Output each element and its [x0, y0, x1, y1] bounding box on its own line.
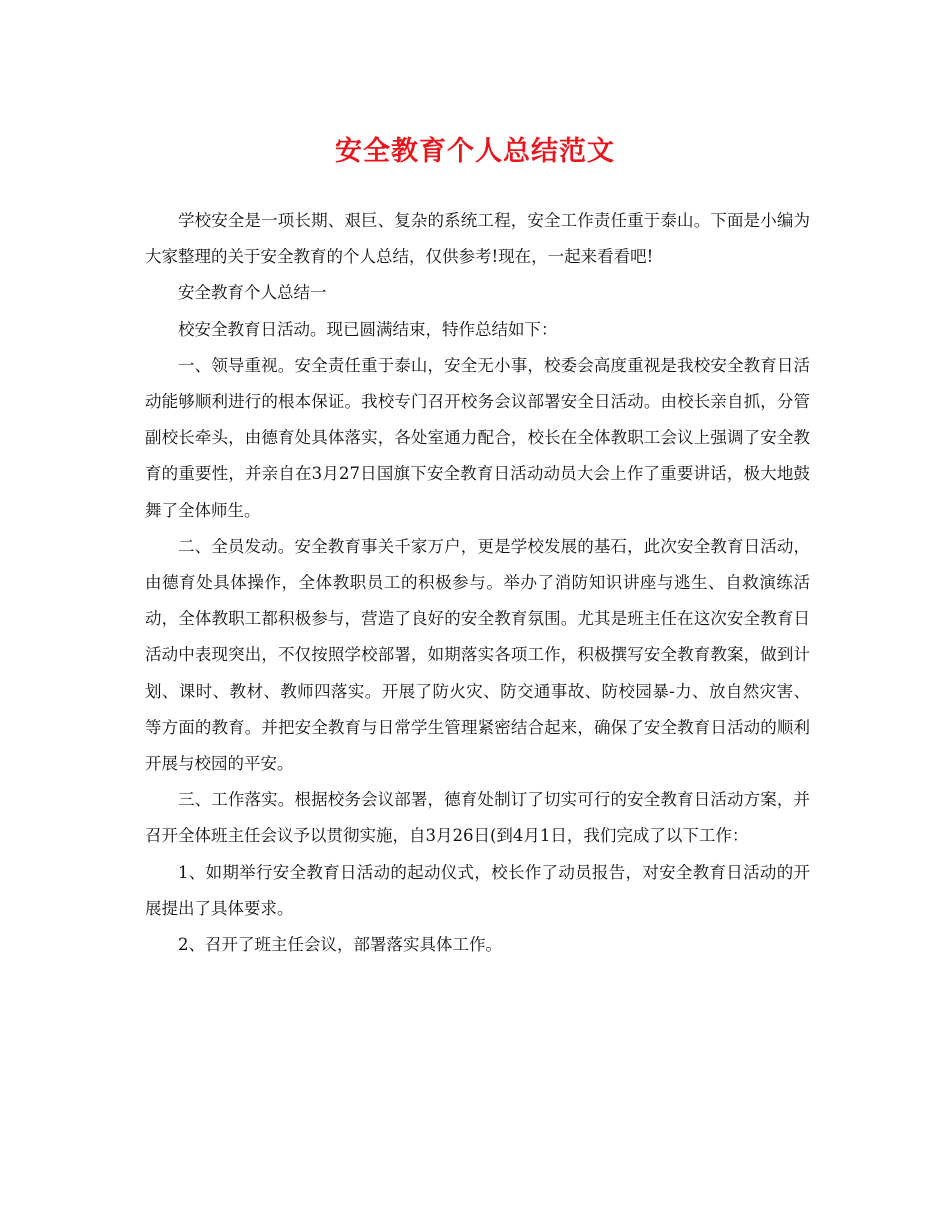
body-paragraph: 校安全教育日活动。现已圆满结束，特作总结如下：	[178, 319, 558, 339]
document-body	[145, 203, 810, 963]
body-paragraph: 三、工作落实。根据校务会议部署，德育处制订了切实可行的安全教育日活动方案，并召开全体班主任会议予以贯彻实施，自3月26日(到4月1日，我们完成了以下工作：	[145, 790, 810, 846]
section-heading: 安全教育个人总结一	[178, 283, 327, 303]
body-paragraph: 一、领导重视。安全责任重于泰山，安全无小事，校委会高度重视是我校安全教育日活动能够顺利进行的根本保证。我校专门召开校务会议部署安全日活动。由校长亲自抓，分管副校长牵头，由德育处具体落实，各处室通力配合，校长在全体教职工会议上强调了安全教育的重要性，并亲自在3月27日国旗下安全教育日活动动员大会上作了重要讲话，极大地鼓舞了全体师生。	[145, 355, 810, 520]
body-paragraph: 二、全员发动。安全教育事关千家万户，更是学校发展的基石，此次安全教育日活动，由德育处具体操作，全体教职员工的积极参与。举办了消防知识讲座与逃生、自救演练活动，全体教职工都积极参与，营造了良好的安全教育氛围。尤其是班主任在这次安全教育日活动中表现突出，不仅按照学校部署，如期落实各项工作，积极撰写安全教育教案，做到计划、课时、教材、教师四落实。开展了防火灾、防交通事故、防校园暴-力、放自然灾害、等方面的教育。并把安全教育与日常学生管理紧密结合起来，确保了安全教育日活动的顺利开展与校园的平安。	[145, 536, 810, 774]
list-item: 1、如期举行安全教育日活动的起动仪式，校长作了动员报告，对安全教育日活动的开展提出了具体要求。	[145, 862, 810, 918]
intro-paragraph: 学校安全是一项长期、艰巨、复杂的系统工程，安全工作责任重于泰山。下面是小编为大家整理的关于安全教育的个人总结，仅供参考!现在，一起来看看吧!	[145, 211, 810, 267]
document-title: 安全教育个人总结范文	[335, 136, 615, 167]
list-item: 2、召开了班主任会议，部署落实具体工作。	[178, 935, 502, 955]
